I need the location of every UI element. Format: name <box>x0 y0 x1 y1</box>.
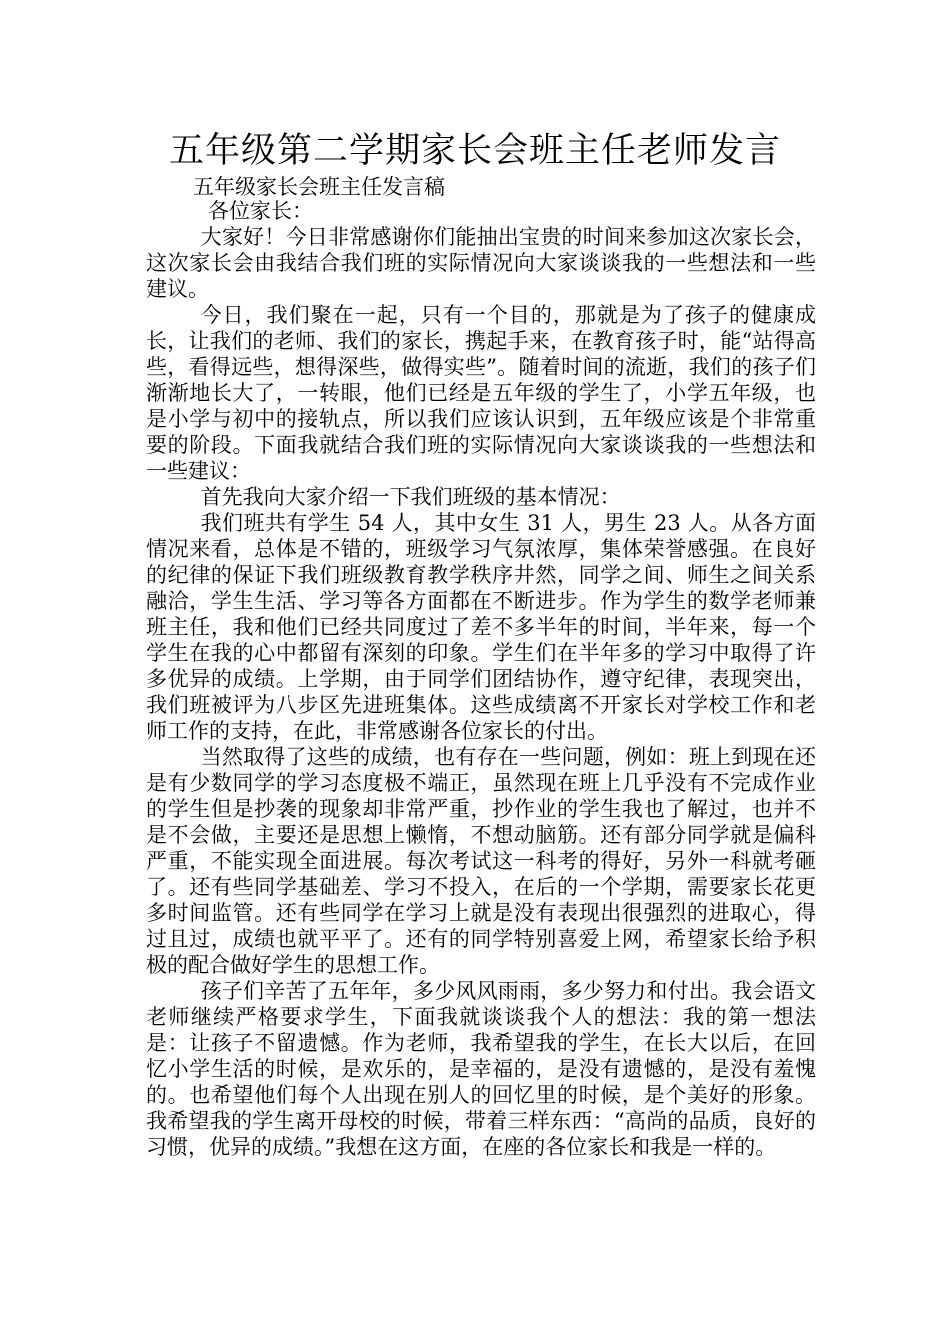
paragraph-greeting: 大家好！今日非常感谢你们能抽出宝贵的时间来参加这次家长会，这次家长会由我结合我们班的实际情况向大家谈谈我的一些想法和一些建议。 <box>146 225 816 301</box>
paragraph-problems: 当然取得了这些的成绩，也有存在一些问题，例如：班上到现在还是有少数同学的学习态度极不端正，虽然现在班上几乎没有不完成作业的学生但是抄袭的现象却非常严重，抄作业的学生我也了解过，也并不是不会做，主要还是思想上懒惰，不想动脑筋。还有部分同学就是偏科严重，不能实现全面进展。每次考试这一科考的得好，另外一科就考砸了。还有些同学基础差、学习不投入，在后的一个学期，需要家长花更多时间监管。还有些同学在学习上就是没有表现出很强烈的进取心，得过且过，成绩也就平平了。还有的同学特别喜爱上网，希望家长给予积极的配合做好学生的思想工作。 <box>146 745 816 977</box>
document-body <box>146 198 816 1160</box>
document-subtitle: 五年级家长会班主任发言稿 <box>193 175 445 199</box>
paragraph-intro: 首先我向大家介绍一下我们班级的基本情况： <box>200 485 621 509</box>
document-title: 五年级第二学期家长会班主任老师发言 <box>168 131 781 171</box>
salutation: 各位家长： <box>208 199 313 223</box>
paragraph-class-overview: 我们班共有学生 54 人，其中女生 31 人，男生 23 人。从各方面情况来看，总体是不错的，班级学习气氛浓厚，集体荣誉感强。在良好的纪律的保证下我们班级教育教学秩序井然，同学之间、师生之间关系融洽，学生生活、学习等各方面都在不断进步。作为学生的数学老师兼班主任，我和他们已经共同度过了差不多半年的时间，半年来，每一个学生在我的心中都留有深刻的印象。学生们在半年多的学习中取得了许多优异的成绩。上学期，由于同学们团结协作，遵守纪律，表现突出，我们班被评为八步区先进班集体。这些成绩离不开家长对学校工作和老师工作的支持，在此，非常感谢各位家长的付出。 <box>146 511 816 743</box>
paragraph-thoughts: 孩子们辛苦了五年年，多少风风雨雨，多少努力和付出。我会语文老师继续严格要求学生，下面我就谈谈我个人的想法：我的第一想法是：让孩子不留遗憾。作为老师，我希望我的学生，在长大以后，在回忆小学生活的时候，是欢乐的，是幸福的，是没有遗憾的，是没有羞愧的。也希望他们每个人出现在别人的回忆里的时候，是个美好的形象。我希望我的学生离开母校的时候，带着三样东西：“高尚的品质，良好的习惯，优异的成绩。”我想在这方面，在座的各位家长和我是一样的。 <box>146 979 816 1159</box>
paragraph-purpose: 今日，我们聚在一起，只有一个目的，那就是为了孩子的健康成长，让我们的老师、我们的家长，携起手来，在教育孩子时，能“站得高些，看得远些，想得深些，做得实些”。随着时间的流逝，我们的孩子们渐渐地长大了，一转眼，他们已经是五年级的学生了，小学五年级，也是小学与初中的接轨点，所以我们应该认识到，五年级应该是个非常重要的阶段。下面我就结合我们班的实际情况向大家谈谈我的一些想法和一些建议： <box>146 303 816 483</box>
